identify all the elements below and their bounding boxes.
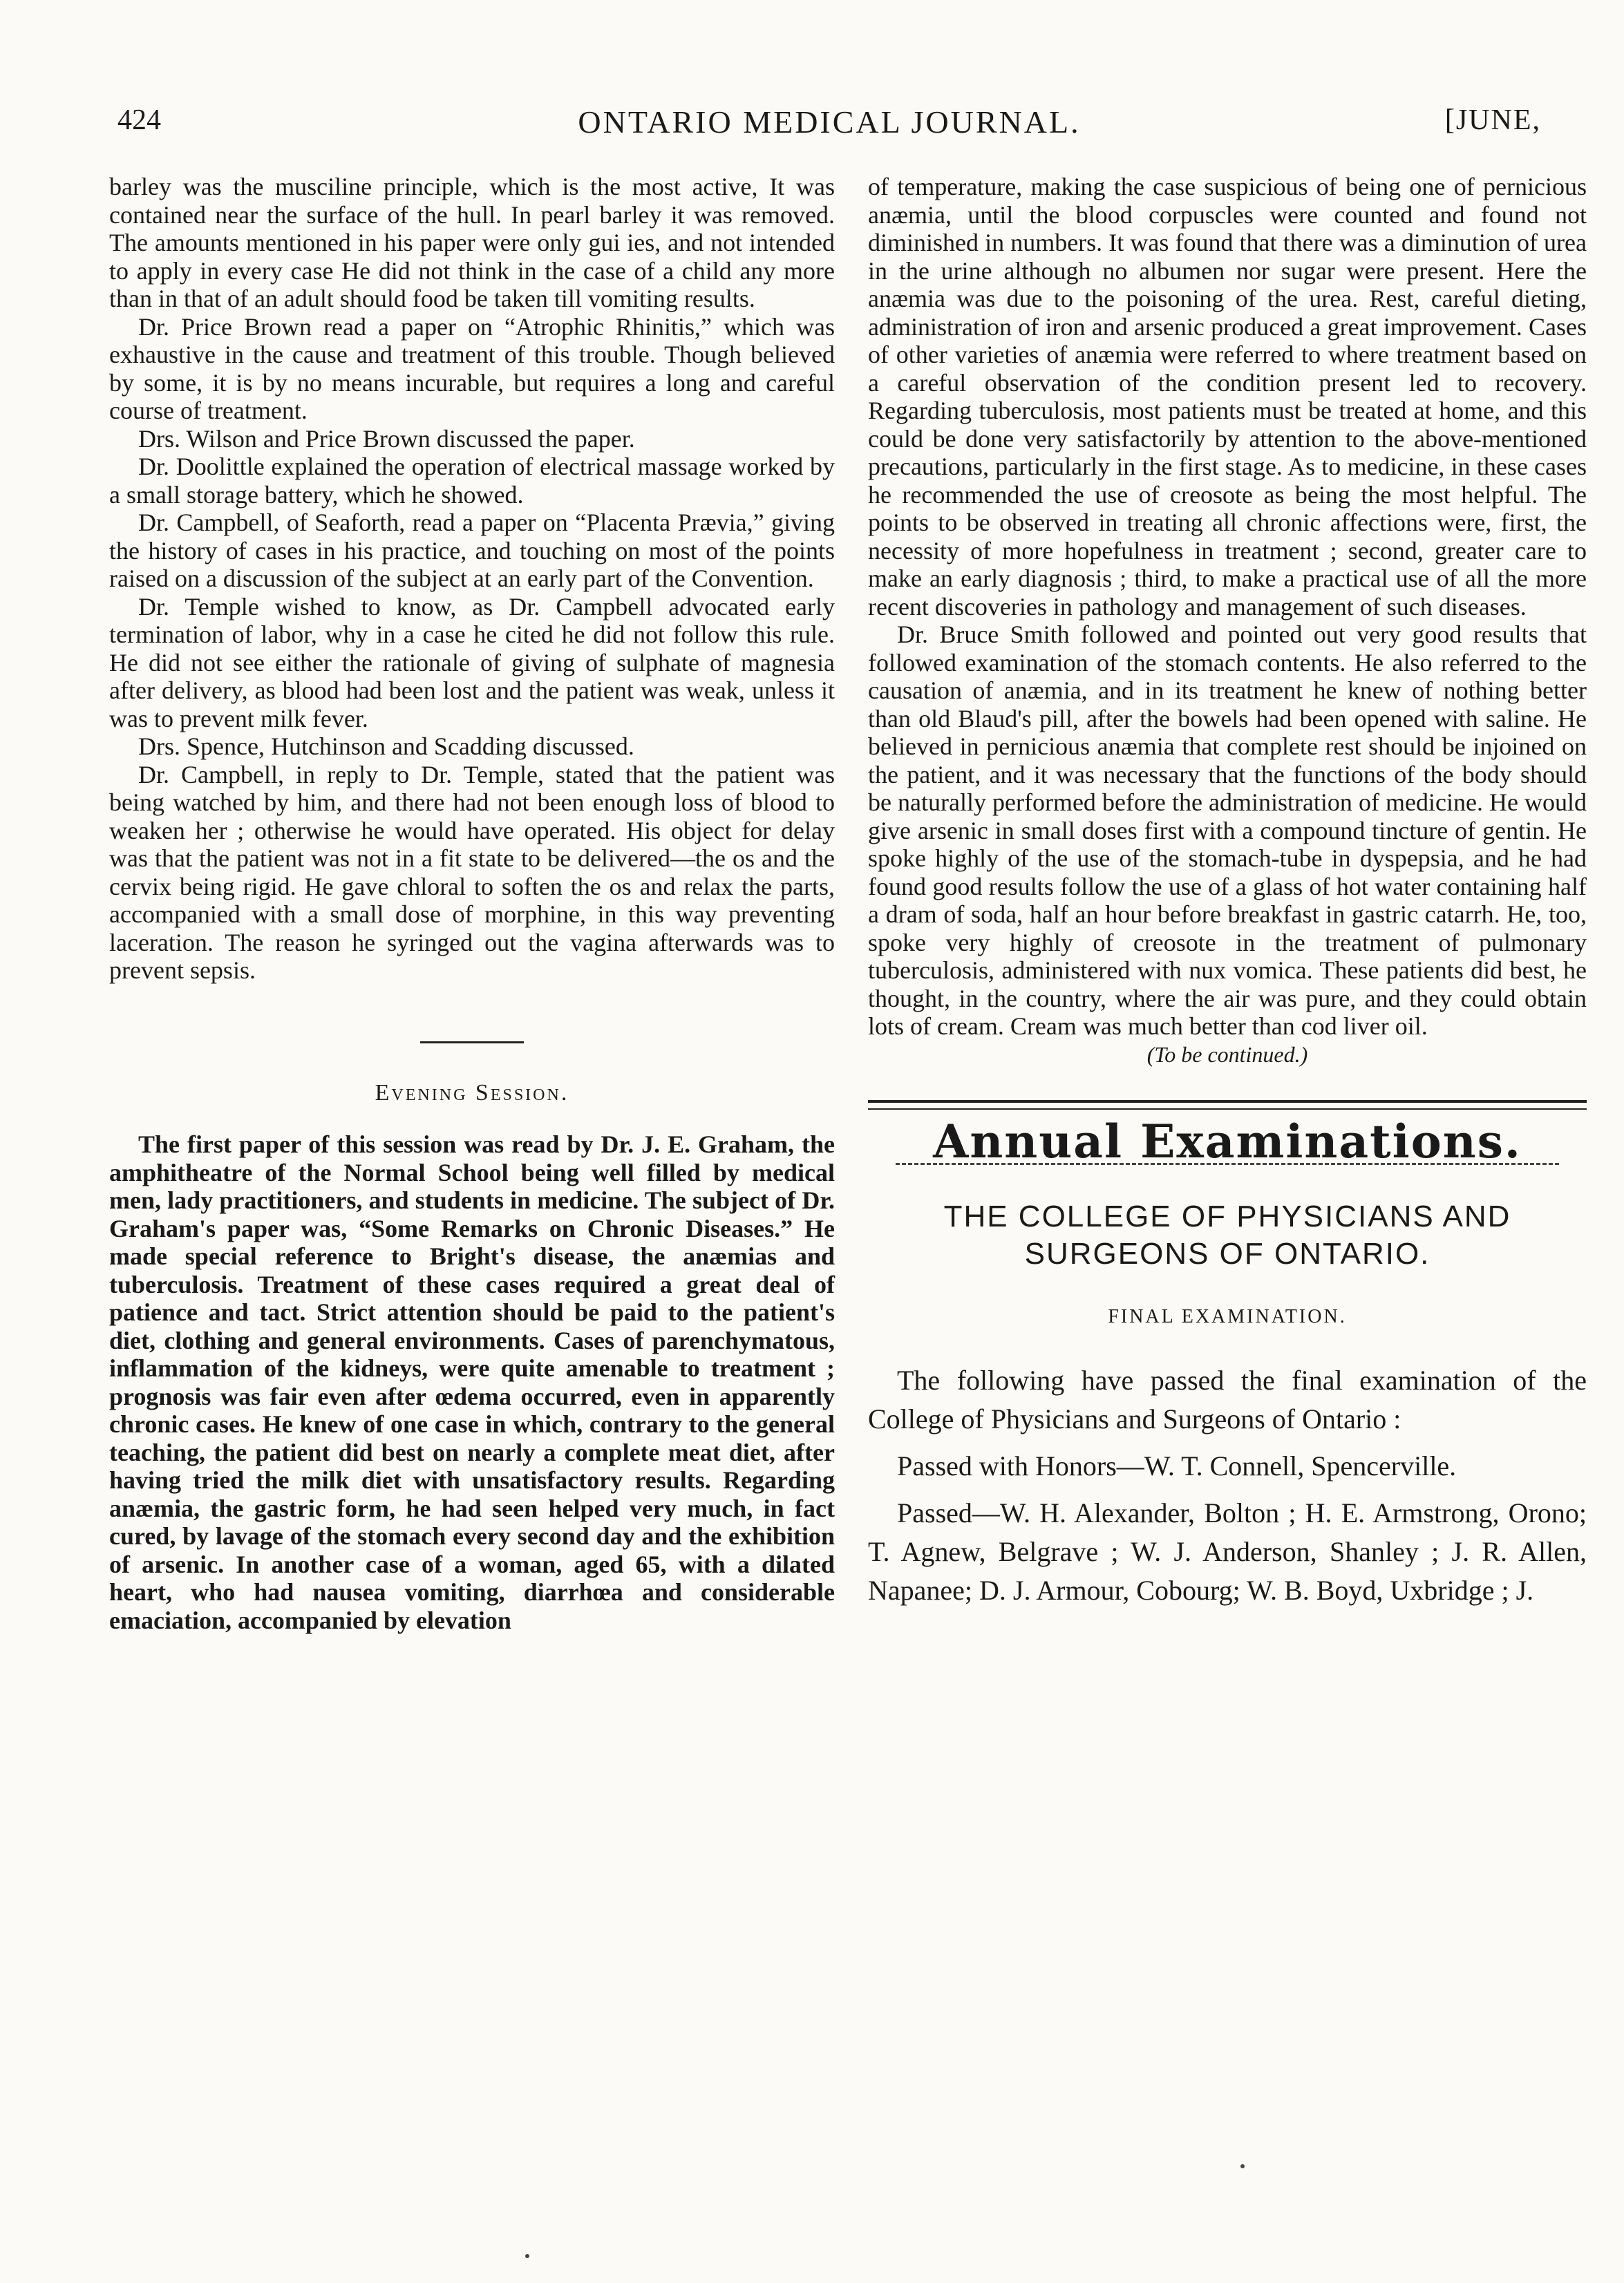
paragraph: Dr. Doolittle explained the operation of electrical massage worked by a small storage battery, which he showed. (109, 453, 835, 509)
college-heading: THE COLLEGE OF PHYSICIANS AND SURGEONS OF ONTARIO. (943, 1199, 1511, 1271)
journal-title: ONTARIO MEDICAL JOURNAL. (578, 104, 1081, 140)
issue-month: [JUNE, (1444, 104, 1541, 136)
examination-results (868, 1361, 1587, 1610)
paragraph: barley was the musciline principle, which is the most active, It was contained near the surface of the hull. In pearl barley it was removed. The amounts mentioned in his paper were only gui ies, and not intended to apply in every case He did not think in the case of a child any more than in that of an adult should food be taken till vomiting results. (109, 173, 835, 312)
page-number: 424 (117, 104, 161, 136)
double-rule-divider (868, 1100, 1587, 1110)
to-be-continued: (To be continued.) (1146, 1041, 1308, 1067)
paragraph: Drs. Spence, Hutchinson and Scadding discussed. (138, 732, 634, 760)
right-column (868, 173, 1587, 1618)
paragraph: Dr. Temple wished to know, as Dr. Campbell advocated early termination of labor, why in a case he cited he did not follow this rule. He did not see either the rationale of giving of sulphate of magnesia after delivery, as blood had been lost and the patient was weak, unless it was to prevent milk fever. (109, 592, 835, 732)
ink-speck (1240, 2164, 1245, 2168)
page-header (117, 104, 1541, 145)
paragraph: of temperature, making the case suspicious of being one of pernicious anæmia, until the blood corpuscles were counted and found not diminished in numbers. It was found that there was a diminution of urea in the urine although no albumen nor sugar were present. Here the anæmia was due to the poisoning of the urea. Rest, careful dieting, administration of iron and arsenic produced a great improvement. Cases of other varieties of anæmia were referred to where treatment based on a careful observation of the condition present led to recovery. Regarding tuberculosis, most patients must be treated at home, and this could be done very satisfactorily by attention to the above-mentioned precautions, particularly in the first stage. As to medicine, in these cases he recommended the use of creosote as being the most helpful. The points to be observed in treating all chronic affections were, first, the necessity of more hopefulness in treatment ; second, greater care to make an early diagnosis ; third, to make a practical use of all the more recent discoveries in pathology and management of such diseases. (868, 173, 1587, 621)
paragraph: Passed—W. H. Alexander, Bolton ; H. E. Armstrong, Orono; T. Agnew, Belgrave ; W. J. Anderson, Shanley ; J. R. Allen, Napanee; D. J. Armour, Cobourg; W. B. Boyd, Uxbridge ; J. (868, 1497, 1587, 1606)
section-divider (420, 1041, 524, 1043)
paragraph: Dr. Price Brown read a paper on “Atrophic Rhinitis,” which was exhaustive in the cause and treatment of this trouble. Though believed by some, it is by no means incurable, but requires a long and careful course of treatment. (109, 312, 835, 424)
paragraph: Drs. Wilson and Price Brown discussed the paper. (138, 424, 635, 453)
paragraph: Dr. Bruce Smith followed and pointed out very good results that followed examination of the stomach contents. He also referred to the causation of anæmia, and in its treatment he knew of nothing better than old Blaud's pill, after the bowels had been opened with saline. He believed in pernicious anæmia that complete rest should be injoined on the patient, and it was necessary that the functions of the body should be naturally performed before the administration of medicine. He would give arsenic in small doses first with a compound tincture of gentin. He spoke highly of the use of the stomach-tube in dyspepsia, and he had found good results follow the use of a glass of hot water containing half a dram of soda, half an hour before breakfast in gastric catarrh. He, too, spoke very highly of creosote in the treatment of pulmonary tuberculosis, administered with nux vomica. These patients did best, he thought, in the country, where the air was pure, and they could obtain lots of cream. Cream was much better than cod liver oil. (868, 621, 1587, 1040)
annual-examinations-heading: Annual Examinations. (933, 1115, 1522, 1168)
evening-session-heading: Evening Session. (375, 1079, 569, 1106)
paragraph: Dr. Campbell, in reply to Dr. Temple, stated that the patient was being watched by him, and there had not been enough loss of blood to weaken her ; otherwise he would have operated. His object for delay was that the patient was not in a fit state to be delivered—the os and the cervix being rigid. He gave chloral to soften the os and relax the parts, accompanied with a small dose of morphine, in this way preventing laceration. The reason he syringed out the vagina afterwards was to prevent sepsis. (109, 760, 835, 984)
paragraph: The first paper of this session was read by Dr. J. E. Graham, the amphitheatre of the Normal School being well filled by medical men, lady practitioners, and students in medicine. The subject of Dr. Graham's paper was, “Some Remarks on Chronic Diseases.” He made special reference to Bright's disease, the anæmias and tuberculosis. Treatment of these cases required a great deal of patience and tact. Strict attention should be paid to the patient's diet, clothing and general environments. Cases of parenchymatous, inflammation of the kidneys, were quite amenable to treatment ; prognosis was fair even after œdema occurred, even in apparently chronic cases. He knew of one case in which, contrary to the general teaching, the patient did best on nearly a complete meat diet, after having tried the milk diet with unsatisfactory results. Regarding anæmia, the gastric form, he had seen helped very much, in fact cured, by lavage of the stomach every second day and the exhibition of arsenic. In another case of a woman, aged 65, with a dilated heart, who had nausea vomiting, diarrhœa and considerable emaciation, accompanied by elevation (109, 1130, 835, 1634)
paragraph: Dr. Campbell, of Seaforth, read a paper on “Placenta Prævia,” giving the history of cases in his practice, and touching on most of the points raised on a discussion of the subject at an early part of the Convention. (109, 509, 835, 592)
ink-speck (525, 2254, 529, 2258)
left-column (109, 173, 835, 1634)
evening-session-body (109, 1130, 835, 1634)
paragraph: The following have passed the final examination of the College of Physicians and Surgeons of Ontario : (868, 1365, 1587, 1434)
paragraph: Passed with Honors—W. T. Connell, Spencerville. (897, 1450, 1457, 1481)
final-examination-heading: FINAL EXAMINATION. (1108, 1305, 1347, 1327)
